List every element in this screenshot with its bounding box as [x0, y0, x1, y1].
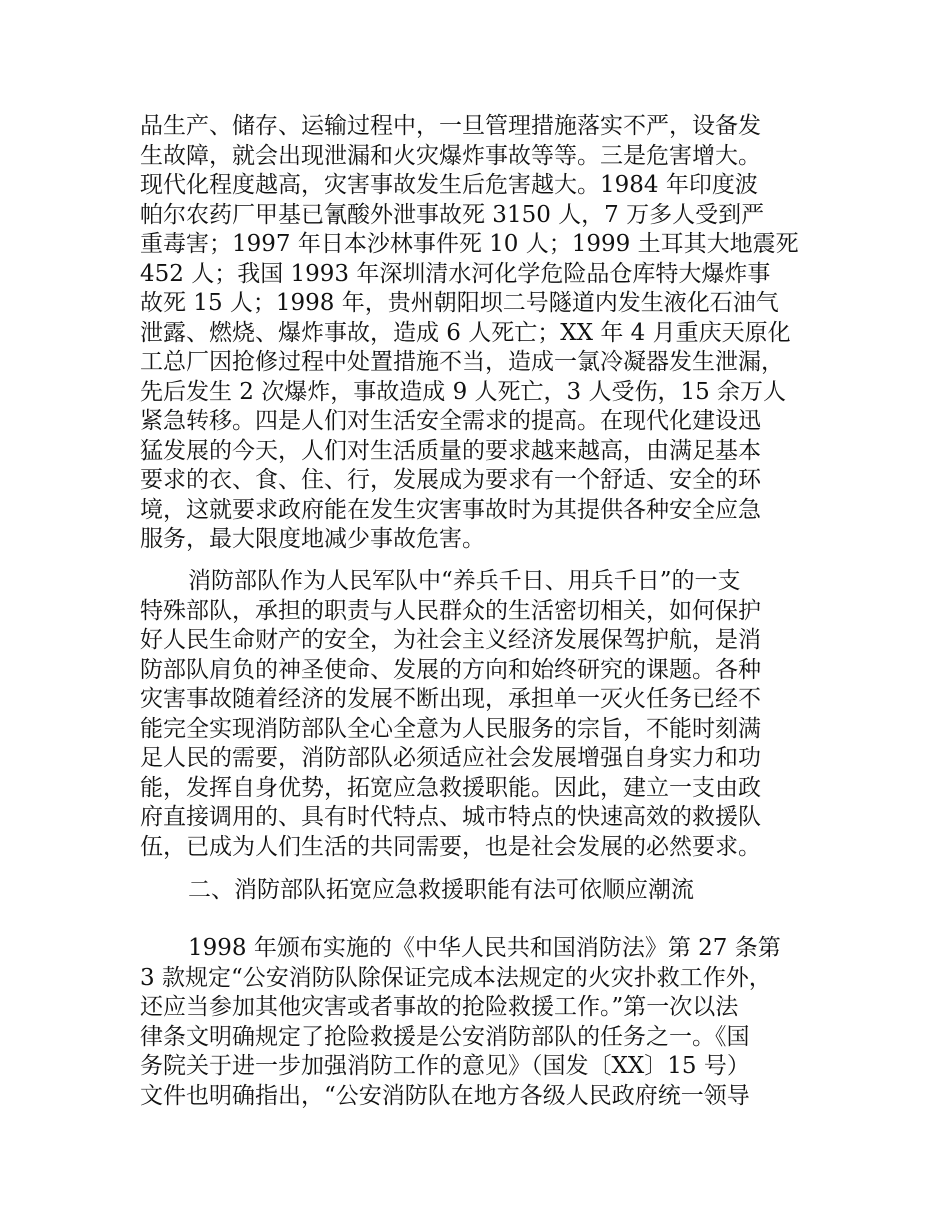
paragraph-hazard-examples: [140, 112, 830, 555]
text-line: 务院关于进一步加强消防工作的意见》（国发〔XX〕15 号）: [140, 1053, 750, 1079]
text-line: 灾害事故随着经济的发展不断出现，承担单一灭火任务已经不: [140, 686, 761, 712]
text-line: 律条文明确规定了抢险救援是公安消防部队的任务之一。《国: [140, 1023, 750, 1050]
text-line: 好人民生命财产的安全，为社会主义经济发展保驾护航，是消: [140, 627, 761, 653]
text-line: 能完全实现消防部队全心全意为人民服务的宗旨，不能时刻满: [140, 715, 761, 742]
text-line: 故死 15 人；1998 年，贵州朝阳坝二号隧道内发生液化石油气: [140, 290, 779, 316]
text-line: 伍，已成为人们生活的共同需要，也是社会发展的必然要求。: [140, 833, 761, 860]
text-line: 工总厂因抢修过程中处置措施不当，造成一氯冷凝器发生泄漏，: [140, 349, 784, 375]
paragraph-fire-law: [140, 934, 830, 1111]
text-line: 消防部队作为人民军队中“养兵千日、用兵千日”的一支: [188, 568, 741, 594]
text-line: 要求的衣、食、住、行，发展成为要求有一个舒适、安全的环: [140, 467, 761, 493]
text-line: 还应当参加其他灾害或者事故的抢险救援工作。”第一次以法: [140, 994, 739, 1020]
text-line: 紧急转移。四是人们对生活安全需求的提高。在现代化建设迅: [140, 408, 761, 434]
text-line: 足人民的需要，消防部队必须适应社会发展增强自身实力和功: [140, 745, 761, 771]
text-line: 服务，最大限度地减少事故危害。: [140, 526, 485, 552]
text-line: 现代化程度越高，灾害事故发生后危害越大。1984 年印度波: [140, 172, 758, 198]
text-line: 防部队肩负的神圣使命、发展的方向和始终研究的课题。各种: [140, 656, 761, 683]
text-line: 品生产、储存、运输过程中，一旦管理措施落实不严，设备发: [140, 113, 761, 139]
text-line: 1998 年颁布实施的《中华人民共和国消防法》第 27 条第: [188, 935, 781, 961]
text-line: 帕尔农药厂甲基已氰酸外泄事故死 3150 人，7 万多人受到严: [140, 201, 765, 228]
text-line: 猛发展的今天，人们对生活质量的要求越来越高，由满足基本: [140, 437, 761, 464]
text-line: 452 人；我国 1993 年深圳清水河化学危险品仓库特大爆炸事: [140, 260, 771, 287]
text-line: 府直接调用的、具有时代特点、城市特点的快速高效的救援队: [140, 804, 761, 830]
text-line: 3 款规定“公安消防队除保证完成本法规定的火灾扑救工作外，: [140, 964, 772, 991]
text-line: 重毒害；1997 年日本沙林事件死 10 人；1999 土耳其大地震死: [140, 231, 799, 257]
section-heading-text: 二、消防部队拓宽应急救援职能有法可依顺应潮流: [188, 877, 694, 903]
text-line: 泄露、燃烧、爆炸事故，造成 6 人死亡；XX 年 4 月重庆天原化: [140, 319, 791, 346]
text-line: 能，发挥自身优势，拓宽应急救援职能。因此，建立一支由政: [140, 774, 761, 801]
text-line: 特殊部队，承担的职责与人民群众的生活密切相关，如何保护: [140, 597, 761, 624]
text-line: 先后发生 2 次爆炸，事故造成 9 人死亡，3 人受伤，15 余万人: [140, 378, 787, 405]
paragraph-fire-brigade-role: [140, 567, 830, 862]
section-heading: [140, 876, 830, 906]
text-line: 境，这就要求政府能在发生灾害事故时为其提供各种安全应急: [140, 496, 761, 523]
text-line: 生故障，就会出现泄漏和火灾爆炸事故等等。三是危害增大。: [140, 142, 761, 169]
text-line: 文件也明确指出，“公安消防队在地方各级人民政府统一领导: [140, 1082, 750, 1109]
